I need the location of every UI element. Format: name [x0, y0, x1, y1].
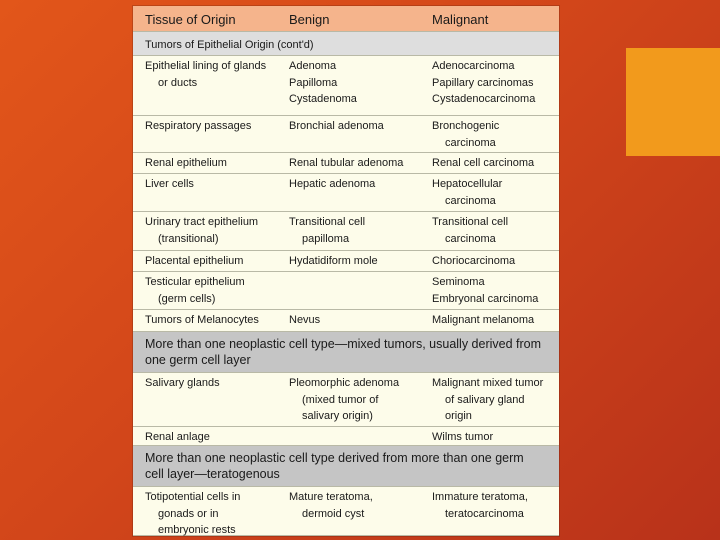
- malignant-line: Transitional cell: [432, 216, 509, 228]
- malignant-line: Malignant mixed tumor: [432, 377, 544, 389]
- malignant-cell: [432, 274, 538, 307]
- table-subheading-row: [133, 32, 559, 56]
- tissue-line: (transitional): [158, 232, 219, 245]
- malignant-line: Wilms tumor: [432, 431, 494, 443]
- benign-cell: [289, 155, 403, 172]
- benign-line: Renal tubular adenoma: [289, 157, 404, 169]
- malignant-cell: [432, 489, 528, 522]
- benign-line: Adenoma: [289, 60, 337, 72]
- benign-line: Cystadenoma: [289, 93, 357, 105]
- malignant-cell: [432, 253, 515, 270]
- tissue-cell: [145, 489, 240, 536]
- table-row: [133, 251, 559, 272]
- benign-line: dermoid cyst: [302, 507, 365, 520]
- benign-cell: [289, 214, 365, 247]
- malignant-cell: [432, 118, 499, 151]
- malignant-line: origin: [445, 410, 472, 422]
- malignant-line: Renal cell carcinoma: [432, 157, 535, 169]
- malignant-line: Embryonal carcinoma: [432, 292, 539, 305]
- benign-line: papilloma: [302, 232, 350, 245]
- tissue-line: (germ cells): [158, 292, 216, 305]
- subheading-text: Tumors of Epithelial Origin (cont'd): [145, 39, 314, 51]
- tissue-line: gonads or in: [158, 507, 219, 520]
- table-row: [133, 174, 559, 212]
- benign-line: (mixed tumor of: [302, 393, 379, 406]
- tissue-line: Epithelial lining of glands: [145, 60, 267, 72]
- table-row: [133, 272, 559, 310]
- malignant-line: Choriocarcinoma: [432, 255, 516, 267]
- tissue-line: or ducts: [158, 76, 198, 89]
- tissue-cell: [145, 375, 220, 392]
- benign-line: Hepatic adenoma: [289, 178, 376, 190]
- tissue-line: embryonic rests: [158, 524, 236, 536]
- malignant-cell: [432, 375, 543, 425]
- benign-line: Hydatidiform mole: [289, 255, 378, 267]
- benign-line: Nevus: [289, 314, 321, 326]
- tissue-line: Urinary tract epithelium: [145, 216, 259, 228]
- benign-line: Bronchial adenoma: [289, 120, 384, 132]
- table-row: [133, 153, 559, 174]
- benign-cell: [289, 312, 320, 329]
- tissue-cell: [145, 155, 227, 172]
- tissue-line: Respiratory passages: [145, 120, 252, 132]
- table-row: [133, 427, 559, 446]
- table-row: [133, 310, 559, 332]
- table-row: [133, 487, 559, 536]
- tissue-line: Liver cells: [145, 178, 194, 190]
- benign-line: Transitional cell: [289, 216, 366, 228]
- malignant-line: Bronchogenic: [432, 120, 500, 132]
- malignant-line: Malignant melanoma: [432, 314, 535, 326]
- table-row: [133, 56, 559, 116]
- tissue-line: Salivary glands: [145, 377, 220, 389]
- tissue-cell: [145, 253, 243, 270]
- tissue-line: Placental epithelium: [145, 255, 244, 267]
- header-tissue: Tissue of Origin: [145, 12, 236, 27]
- tissue-line: Testicular epithelium: [145, 276, 245, 288]
- tumor-classification-table: [133, 6, 559, 536]
- malignant-cell: [432, 176, 502, 209]
- malignant-cell: [432, 155, 534, 172]
- header-malignant: Malignant: [432, 12, 489, 27]
- malignant-line: carcinoma: [445, 136, 496, 149]
- malignant-cell: [432, 214, 508, 247]
- section-header-text: More than one neoplastic cell type derived from more than one germ cell layer—teratogenous: [145, 451, 524, 481]
- benign-cell: [289, 253, 378, 270]
- malignant-line: carcinoma: [445, 232, 496, 245]
- benign-line: Pleomorphic adenoma: [289, 377, 400, 389]
- tissue-cell: [145, 312, 259, 329]
- benign-cell: [289, 489, 373, 522]
- orange-accent-block: [626, 48, 720, 156]
- malignant-line: Cystadenocarcinoma: [432, 93, 536, 105]
- table-row: [133, 116, 559, 153]
- tissue-line: Renal epithelium: [145, 157, 227, 169]
- tissue-cell: [145, 274, 245, 307]
- malignant-cell: [432, 312, 534, 329]
- malignant-line: Immature teratoma,: [432, 491, 528, 503]
- tissue-cell: [145, 429, 210, 446]
- tissue-cell: [145, 176, 194, 193]
- section-header-row: [133, 332, 559, 373]
- benign-line: Papilloma: [289, 76, 338, 89]
- section-header-text: More than one neoplastic cell type—mixed tumors, usually derived from one germ cell layer: [145, 337, 542, 367]
- malignant-line: Seminoma: [432, 276, 485, 288]
- header-benign: Benign: [289, 12, 330, 27]
- malignant-cell: [432, 58, 535, 108]
- malignant-line: Papillary carcinomas: [432, 76, 534, 89]
- tissue-cell: [145, 58, 266, 91]
- table-row: [133, 373, 559, 427]
- benign-line: Mature teratoma,: [289, 491, 373, 503]
- section-header-row: [133, 446, 559, 487]
- benign-cell: [289, 176, 375, 193]
- malignant-line: Adenocarcinoma: [432, 60, 515, 72]
- malignant-line: teratocarcinoma: [445, 507, 524, 520]
- table-row: [133, 212, 559, 251]
- benign-cell: [289, 58, 357, 108]
- benign-cell: [289, 375, 399, 425]
- table-header-row: [133, 6, 559, 32]
- tissue-cell: [145, 214, 258, 247]
- malignant-line: of salivary gland: [445, 393, 525, 406]
- malignant-line: Hepatocellular: [432, 178, 503, 190]
- tissue-line: Tumors of Melanocytes: [145, 314, 259, 326]
- malignant-cell: [432, 429, 493, 446]
- benign-cell: [289, 118, 384, 135]
- tissue-line: Renal anlage: [145, 431, 210, 443]
- benign-line: salivary origin): [302, 410, 373, 422]
- tissue-cell: [145, 118, 251, 135]
- tissue-line: Totipotential cells in: [145, 491, 241, 503]
- malignant-line: carcinoma: [445, 194, 496, 207]
